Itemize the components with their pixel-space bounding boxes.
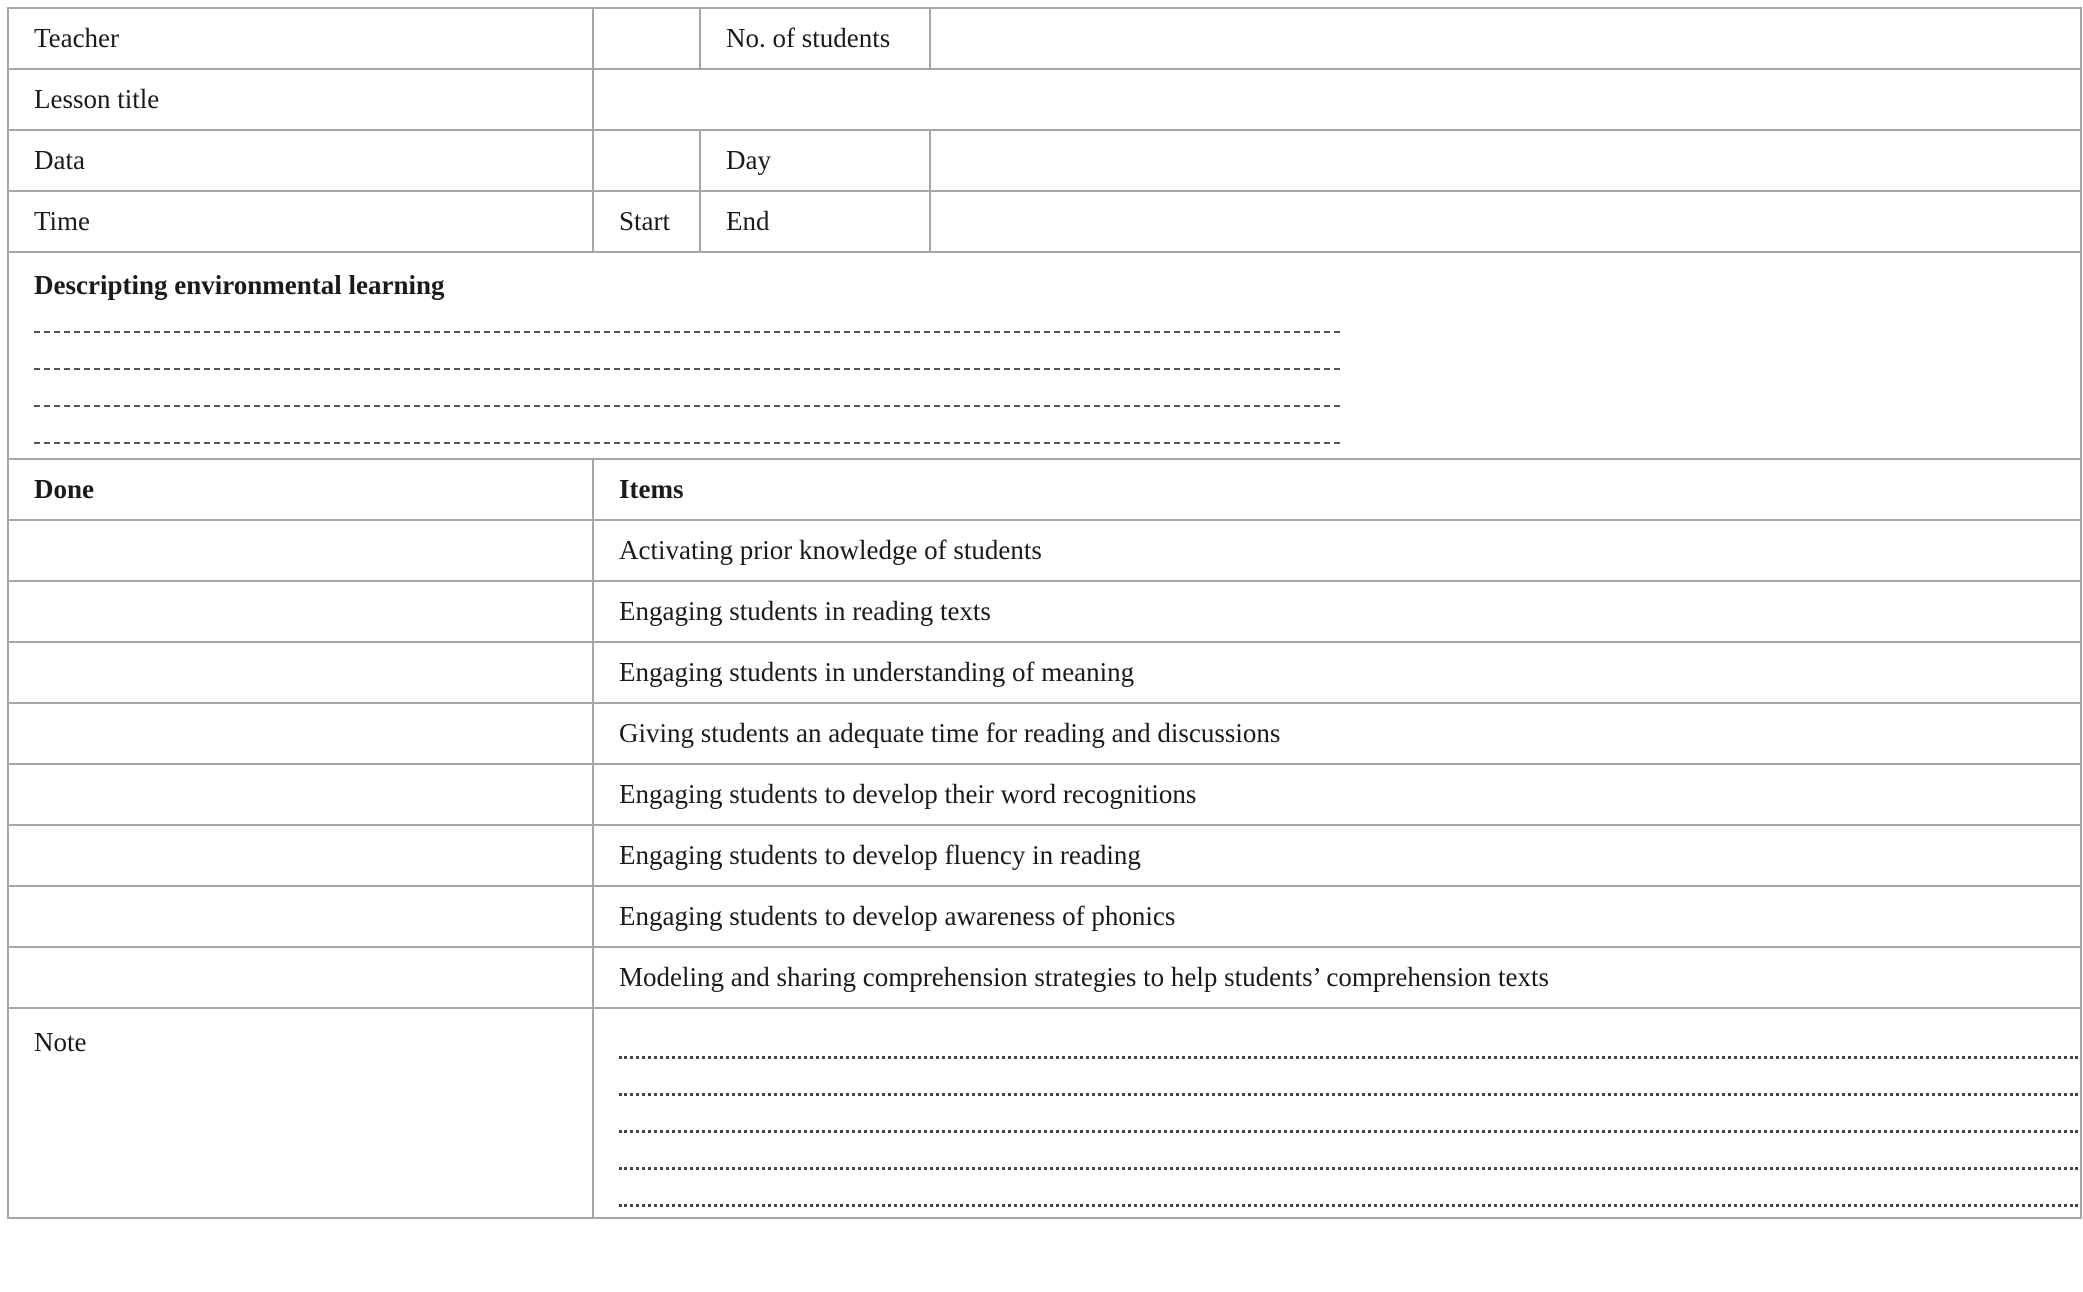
data-label: Data	[8, 130, 593, 191]
description-dash-line[interactable]	[34, 333, 1340, 370]
teacher-label: Teacher	[8, 8, 593, 69]
checklist-row	[8, 886, 2081, 947]
data-row	[8, 130, 2081, 191]
checklist-row	[8, 642, 2081, 703]
start-label: Start	[593, 191, 700, 252]
checklist-row	[8, 520, 2081, 581]
note-dotted-line[interactable]	[619, 1059, 2078, 1096]
checklist-item: Engaging students to develop fluency in reading	[593, 825, 2081, 886]
done-checkbox-cell[interactable]	[8, 825, 593, 886]
done-checkbox-cell[interactable]	[8, 581, 593, 642]
done-column-header: Done	[8, 459, 593, 520]
note-lines[interactable]	[619, 1029, 2078, 1207]
note-dotted-line[interactable]	[619, 1170, 2078, 1207]
description-dash-line[interactable]	[34, 370, 1340, 407]
checklist-item: Engaging students to develop their word recognitions	[593, 764, 2081, 825]
note-dotted-line[interactable]	[619, 1133, 2078, 1170]
items-column-header: Items	[593, 459, 2081, 520]
description-title: Descripting environmental learning	[34, 270, 445, 300]
checklist-row	[8, 703, 2081, 764]
checklist-header-row	[8, 459, 2081, 520]
time-label: Time	[8, 191, 593, 252]
students-field[interactable]	[930, 8, 2081, 69]
note-row	[8, 1008, 2081, 1218]
day-label: Day	[700, 130, 930, 191]
teacher-field[interactable]	[593, 8, 700, 69]
description-dash-line[interactable]	[34, 407, 1340, 444]
checklist-row	[8, 825, 2081, 886]
note-dotted-line[interactable]	[619, 1096, 2078, 1133]
done-checkbox-cell[interactable]	[8, 642, 593, 703]
done-checkbox-cell[interactable]	[8, 947, 593, 1008]
teacher-row	[8, 8, 2081, 69]
note-dotted-line[interactable]	[619, 1029, 2078, 1059]
time-row	[8, 191, 2081, 252]
lesson-title-label: Lesson title	[8, 69, 593, 130]
description-dash-line[interactable]	[34, 303, 1340, 333]
description-row	[8, 252, 2081, 459]
note-field[interactable]	[593, 1008, 2081, 1218]
checklist-row	[8, 764, 2081, 825]
lesson-title-row	[8, 69, 2081, 130]
day-field[interactable]	[930, 130, 2081, 191]
checklist-row	[8, 947, 2081, 1008]
checklist-item: Engaging students to develop awareness of phonics	[593, 886, 2081, 947]
checklist-item: Modeling and sharing comprehension strategies to help students’ comprehension texts	[593, 947, 2081, 1008]
done-checkbox-cell[interactable]	[8, 703, 593, 764]
checklist-item: Engaging students in understanding of meaning	[593, 642, 2081, 703]
checklist-row	[8, 581, 2081, 642]
students-label: No. of students	[700, 8, 930, 69]
lesson-title-field[interactable]	[593, 69, 2081, 130]
done-checkbox-cell[interactable]	[8, 764, 593, 825]
lesson-observation-form	[7, 7, 2082, 1219]
note-label: Note	[8, 1008, 593, 1218]
done-checkbox-cell[interactable]	[8, 886, 593, 947]
checklist-item: Engaging students in reading texts	[593, 581, 2081, 642]
description-lines[interactable]	[34, 303, 2055, 444]
done-checkbox-cell[interactable]	[8, 520, 593, 581]
checklist-item: Activating prior knowledge of students	[593, 520, 2081, 581]
end-field[interactable]	[930, 191, 2081, 252]
checklist-item: Giving students an adequate time for reading and discussions	[593, 703, 2081, 764]
checklist-body	[8, 520, 2081, 1008]
data-field[interactable]	[593, 130, 700, 191]
description-cell[interactable]	[8, 252, 2081, 459]
end-label: End	[700, 191, 930, 252]
